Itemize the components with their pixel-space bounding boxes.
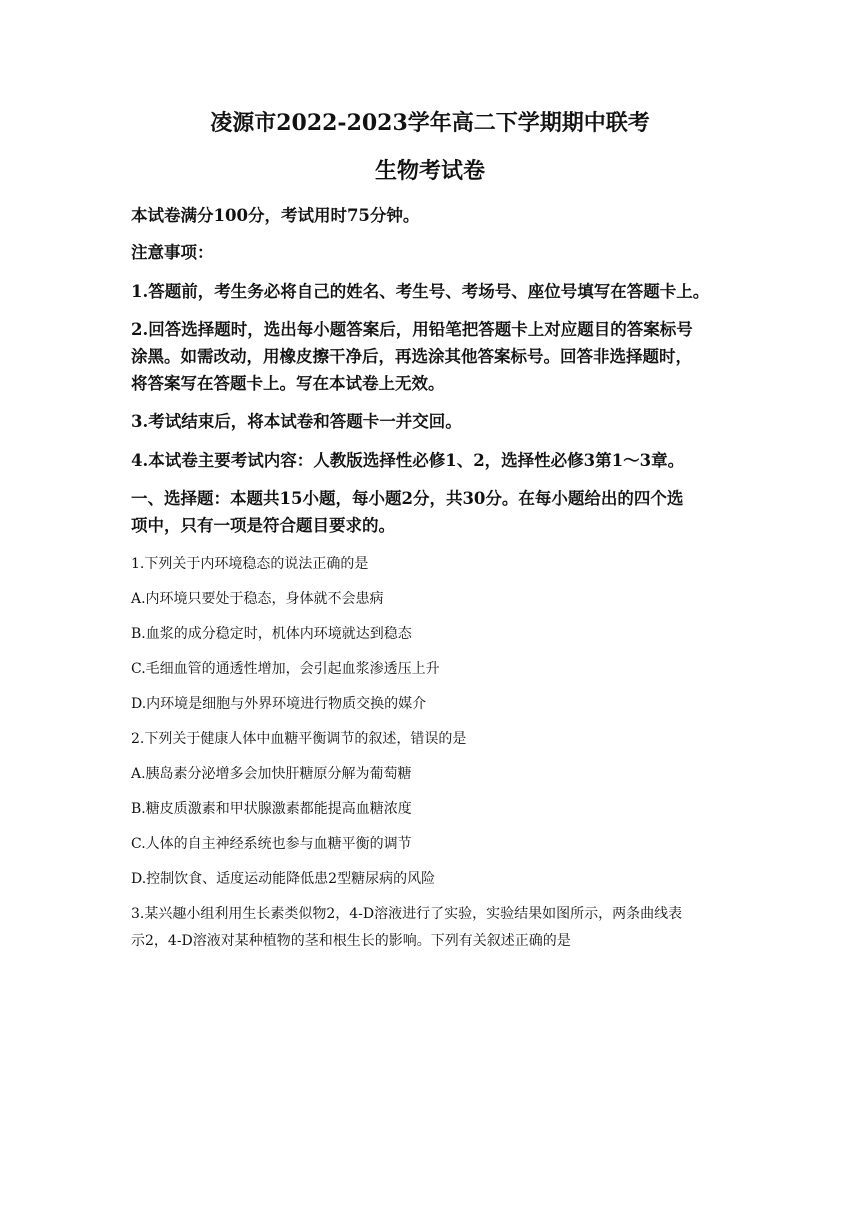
question-2-option-d: D.控制饮食、适度运动能降低患2型糖尿病的风险 — [131, 871, 436, 887]
question-2-stem: 2.下列关于健康人体中血糖平衡调节的叙述，错误的是 — [131, 731, 467, 747]
question-3-stem-line-1: 3.某兴趣小组利用生长素类似物2，4-D溶液进行了实验，实验结果如图所示，两条曲线表 — [131, 906, 683, 922]
section-heading-line-2: 项中，只有一项是符合题目要求的。 — [131, 516, 395, 535]
question-1-stem: 1.下列关于内环境稳态的说法正确的是 — [131, 556, 369, 572]
notice-item-3: 3.考试结束后，将本试卷和答题卡一并交回。 — [131, 412, 462, 431]
section-heading-line-1: 一、选择题：本题共15小题，每小题2分，共30分。在每小题给出的四个选 — [131, 489, 684, 508]
question-2-option-c: C.人体的自主神经系统也参与血糖平衡的调节 — [131, 836, 412, 852]
question-1-option-b: B.血浆的成分稳定时，机体内环境就达到稳态 — [131, 626, 412, 642]
question-1-option-d: D.内环境是细胞与外界环境进行物质交换的媒介 — [131, 696, 427, 712]
notice-item-1: 1.答题前，考生务必将自己的姓名、考生号、考场号、座位号填写在答题卡上。 — [131, 282, 710, 301]
question-1-option-a: A.内环境只要处于稳态，身体就不会患病 — [131, 591, 384, 607]
score-time-info: 本试卷满分100分，考试用时75分钟。 — [131, 206, 420, 225]
question-1-option-c: C.毛细血管的通透性增加，会引起血浆渗透压上升 — [131, 661, 440, 677]
notice-title: 注意事项： — [131, 243, 214, 262]
question-2-option-a: A.胰岛素分泌增多会加快肝糖原分解为葡萄糖 — [131, 766, 412, 782]
question-3-stem-line-2: 示2，4-D溶液对某种植物的茎和根生长的影响。下列有关叙述正确的是 — [131, 933, 571, 949]
notice-item-4: 4.本试卷主要考试内容：人教版选择性必修1、2，选择性必修3第1～3章。 — [131, 451, 685, 470]
exam-subtitle: 生物考试卷 — [374, 158, 485, 184]
notice-item-2-line-1: 2.回答选择题时，选出每小题答案后，用铅笔把答题卡上对应题目的答案标号 — [131, 320, 693, 339]
exam-title: 凌源市2022-2023学年高二下学期期中联考 — [210, 110, 650, 136]
notice-item-2-line-2: 涂黑。如需改动，用橡皮擦干净后，再选涂其他答案标号。回答非选择题时， — [131, 347, 692, 366]
question-2-option-b: B.糖皮质激素和甲状腺激素都能提高血糖浓度 — [131, 801, 412, 817]
notice-item-2-line-3: 将答案写在答题卡上。写在本试卷上无效。 — [131, 374, 445, 393]
